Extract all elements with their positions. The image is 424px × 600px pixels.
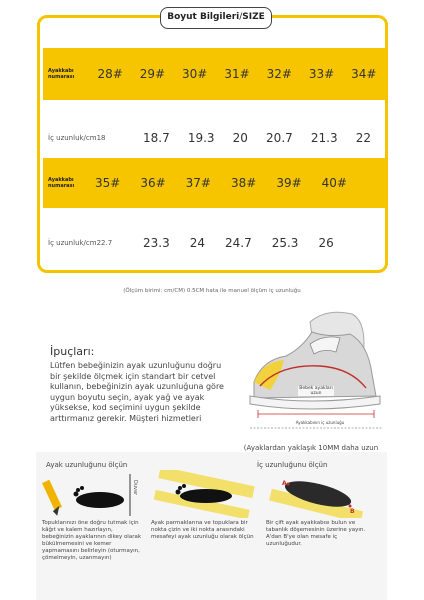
shoe-foot-label: Bebek ayakları uzun — [299, 386, 333, 396]
length-cell: 20 — [232, 131, 248, 145]
size-cell: 34# — [351, 67, 377, 81]
point-a-label: A — [282, 480, 287, 487]
length-cell: 20.7 — [266, 131, 293, 145]
length-cell: 25.3 — [271, 236, 299, 250]
shoe-size-label: Ayakkabı numarası — [48, 68, 75, 80]
size-cell: 39# — [276, 176, 302, 190]
tips-title: İpuçları: — [50, 345, 95, 358]
size-cell: 31# — [224, 67, 250, 81]
size-cell: 30# — [182, 67, 208, 81]
size-cell: 36# — [140, 176, 166, 190]
size-cell: 38# — [230, 176, 257, 190]
length-cell: 24.7 — [225, 236, 252, 250]
length-cell: 18.7 — [143, 131, 170, 145]
length-cell: 24 — [189, 236, 205, 250]
length-cell: 19.3 — [187, 131, 215, 145]
shoe-size-label: Ayakkabı numarası — [48, 177, 75, 189]
size-row-2 — [43, 158, 385, 208]
foot-on-ruler-icon — [152, 470, 256, 518]
tips-body: Lütfen bebeğinizin ayak uzunluğunu doğru bir şekilde ölçmek için standart bir cetvel kullanın, bebeğinizin ayak uzunluğuna göre uygun boyutu seçin, ayak yağ ve ayak yüksekse, kod seçimini uygun şekilde arttırmanız gerekir. Müşteri hizmetleri — [50, 361, 224, 423]
inner-length-label: İç uzunluk/cm18 — [48, 134, 106, 142]
inner-length-header: İç uzunluğunu ölçün — [257, 461, 328, 469]
pencil-footprint-icon — [42, 470, 142, 518]
inner-length-label: İç uzunluk/cm22.7 — [48, 239, 113, 247]
length-cell: 26 — [318, 236, 334, 250]
step-2-text: Ayak parmaklarına ve topuklara bir nokta çizin ve iki nokta arasındaki mesafeyi ayak uzunluğu olarak ölçün — [151, 520, 254, 540]
step-1-text: Topuklarınızı öne doğru tutmak için kâğıt ve kalem hazırlayın, bebeğinizin ayaklarının dikey olarak bükülmemesini ve kemer yapmamasını belirleyin (oturmayın, çömelmeyin, uzanmayın) — [42, 520, 142, 561]
foot-length-header: Ayak uzunluğunu ölçün — [46, 461, 128, 469]
size-table-title: Boyut Bilgileri/SIZE — [160, 7, 272, 29]
length-cell: 22 — [355, 131, 371, 145]
shoe-caption: (Ayaklardan yaklaşık 10MM daha uzun — [243, 444, 379, 452]
size-cell: 33# — [308, 67, 335, 81]
shoe-illustration — [240, 304, 390, 434]
size-cell: 28# — [97, 67, 123, 81]
size-table-card — [37, 12, 388, 273]
size-cell: 37# — [185, 176, 211, 190]
shoe-inner-label: Ayakkabının iç uzunluğu — [295, 420, 345, 425]
inner-length-row-2 — [43, 223, 385, 263]
length-cell: 23.3 — [143, 236, 170, 250]
length-cell: 21.3 — [310, 131, 338, 145]
size-row-1 — [43, 48, 385, 100]
size-cell: 40# — [321, 176, 347, 190]
wall-label: Duvar — [132, 480, 138, 496]
size-cell: 29# — [139, 67, 166, 81]
size-cell: 35# — [95, 176, 121, 190]
point-b-label: B — [350, 508, 355, 515]
size-cell: 32# — [266, 67, 292, 81]
measurement-note: (Ölçüm birimi: cm/CM) 0.5CM hata ile manuel ölçüm iç uzunluğu — [123, 288, 301, 294]
shoe-icon — [240, 304, 390, 434]
step-3-text: Bir çift ayak ayakkabısı bulun ve tabanlık döşemesinin üzerine yayın. A'dan B'ye olan mesafe iç uzunluğudur. — [266, 520, 366, 547]
inner-length-row-1 — [43, 116, 385, 160]
